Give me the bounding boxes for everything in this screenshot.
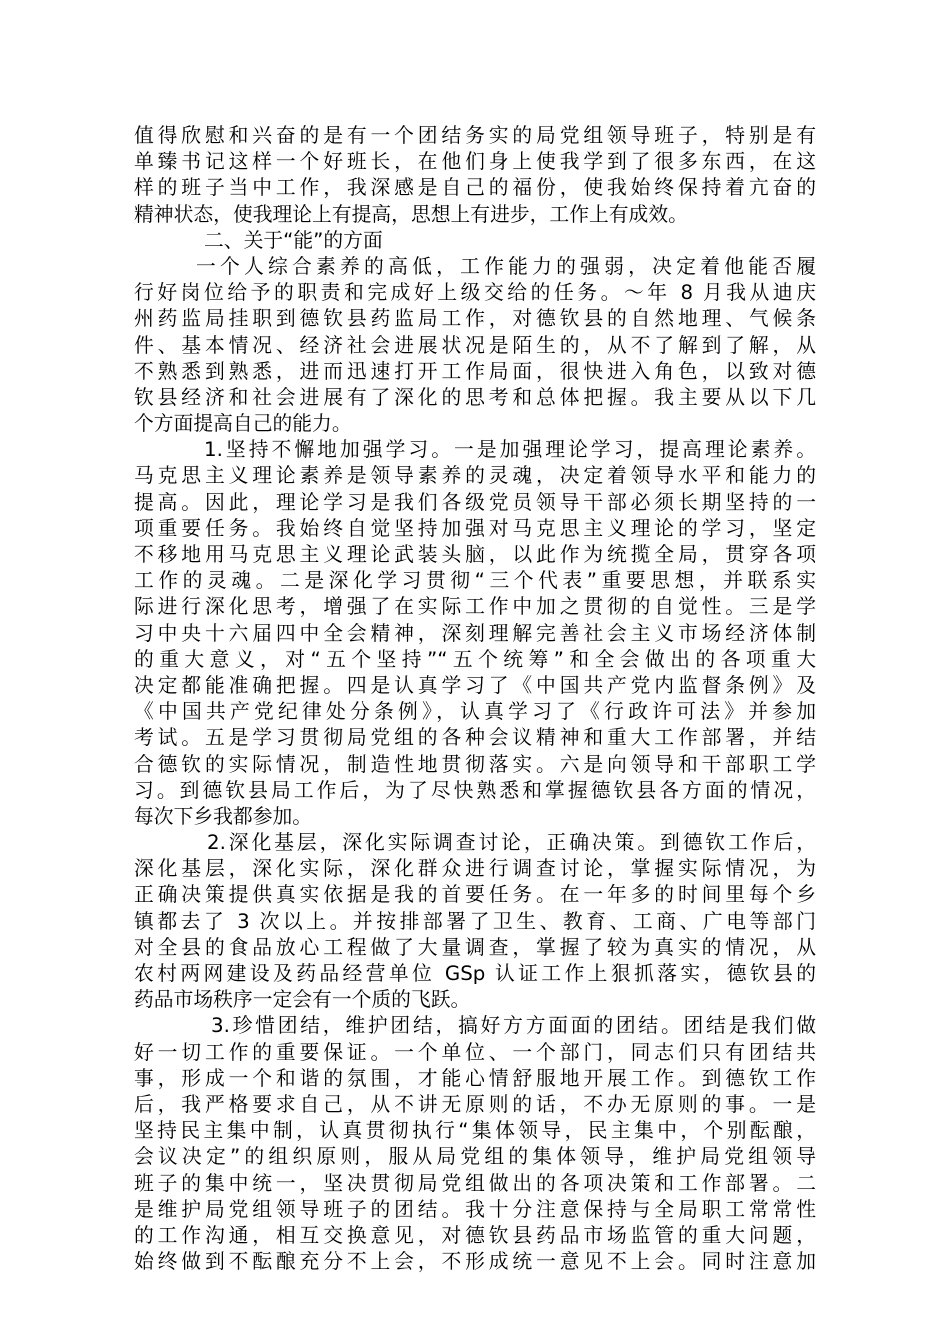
body-line: 工作的灵魂。二是深化学习贯彻“三个代表”重要思想，并联系实 (134, 569, 816, 593)
body-line: 精神状态，使我理论上有提高，思想上有进步，工作上有成效。 (134, 202, 688, 226)
body-line: 个方面提高自己的能力。 (134, 412, 352, 436)
body-line: 始终做到不酝酿充分不上会，不形成统一意见不上会。同时注意加 (134, 1250, 816, 1274)
body-line: 不熟悉到熟悉，进而迅速打开工作局面，很快进入角色，以致对德 (134, 359, 816, 383)
body-line: 行好岗位给予的职责和完成好上级交给的任务。～年 8 月我从迪庆 (134, 281, 816, 305)
body-line: 项重要任务。我始终自觉坚持加强对马克思主义理论的学习，坚定 (134, 516, 816, 540)
body-line: 习中央十六届四中全会精神，深刻理解完善社会主义市场经济体制 (134, 621, 816, 645)
body-line: 件、基本情况、经济社会进展状况是陌生的，从不了解到了解，从 (134, 333, 816, 357)
body-line: 深化基层，深化实际，深化群众进行调查讨论，掌握实际情况，为 (134, 857, 816, 881)
body-line: 好一切工作的重要保证。一个单位、一个部门，同志们只有团结共 (134, 1040, 816, 1064)
body-line: 合德钦的实际情况，制造性地贯彻落实。六是向领导和干部职工学 (134, 752, 816, 776)
body-line: 样的班子当中工作，我深感是自己的福份，使我始终保持着亢奋的 (134, 176, 816, 200)
paragraph-first-line: 一个人综合素养的高低，工作能力的强弱，决定着他能否履 (196, 254, 816, 278)
section-heading: 二、关于“能”的方面 (204, 228, 383, 252)
paragraph-first-line: 3.珍惜团结，维护团结，搞好方方面面的团结。团结是我们做 (211, 1014, 816, 1038)
body-line: 习。到德钦县局工作后，为了尽快熟悉和掌握德钦县各方面的情况， (134, 778, 816, 802)
body-line: 是维护局党组领导班子的团结。我十分注意保持与全局职工常常性 (134, 1197, 816, 1221)
body-line: 正确决策提供真实依据是我的首要任务。在一年多的时间里每个乡 (134, 883, 816, 907)
body-line: 单臻书记这样一个好班长，在他们身上使我学到了很多东西，在这 (134, 150, 816, 174)
body-line: 《中国共产党纪律处分条例》，认真学习了《行政许可法》并参加 (134, 700, 816, 724)
body-line: 事，形成一个和谐的氛围，才能心情舒服地开展工作。到德钦工作 (134, 1066, 816, 1090)
body-line: 考试。五是学习贯彻局党组的各种会议精神和重大工作部署，并结 (134, 726, 816, 750)
body-line: 对全县的食品放心工程做了大量调查，掌握了较为真实的情况，从 (134, 935, 816, 959)
body-line: 班子的集中统一，坚决贯彻局党组做出的各项决策和工作部署。二 (134, 1171, 816, 1195)
body-line: 际进行深化思考，增强了在实际工作中加之贯彻的自觉性。三是学 (134, 595, 816, 619)
body-line: 值得欣慰和兴奋的是有一个团结务实的局党组领导班子，特别是有 (134, 124, 816, 147)
body-line: 的重大意义，对“五个坚持”“五个统筹”和全会做出的各项重大 (134, 647, 816, 671)
body-line: 后，我严格要求自己，从不讲无原则的话，不办无原则的事。一是 (134, 1092, 816, 1116)
body-line: 钦县经济和社会进展有了深化的思考和总体把握。我主要从以下几 (134, 385, 816, 409)
paragraph-first-line: 2.深化基层，深化实际调查讨论，正确决策。到德钦工作后， (207, 831, 816, 855)
document-body (134, 123, 816, 1275)
body-line: 坚持民主集中制，认真贯彻执行“集体领导，民主集中，个别酝酿， (134, 1119, 816, 1143)
body-line: 不移地用马克思主义理论武装头脑，以此作为统揽全局，贯穿各项 (134, 543, 816, 566)
paragraph-first-line: 1.坚持不懈地加强学习。一是加强理论学习，提高理论素养。 (204, 438, 816, 462)
body-line: 提高。因此，理论学习是我们各级党员领导干部必须长期坚持的一 (134, 490, 816, 514)
body-line: 会议决定”的组织原则，服从局党组的集体领导，维护局党组领导 (134, 1145, 816, 1169)
body-line: 镇都去了 3 次以上。并按排部署了卫生、教育、工商、广电等部门 (134, 909, 816, 933)
body-line: 的工作沟通，相互交换意见，对德钦县药品市场监管的重大问题， (134, 1223, 816, 1247)
body-line: 决定都能准确把握。四是认真学习了《中国共产党内监督条例》及 (134, 673, 816, 697)
body-line: 农村两网建设及药品经营单位 GSp 认证工作上狠抓落实，德钦县的 (134, 962, 816, 985)
body-line: 每次下乡我都参加。 (134, 804, 313, 828)
body-line: 马克思主义理论素养是领导素养的灵魂，决定着领导水平和能力的 (134, 464, 816, 488)
body-line: 药品市场秩序一定会有一个质的飞跃。 (134, 988, 471, 1012)
body-line: 州药监局挂职到德钦县药监局工作，对德钦县的自然地理、气候条 (134, 307, 816, 331)
